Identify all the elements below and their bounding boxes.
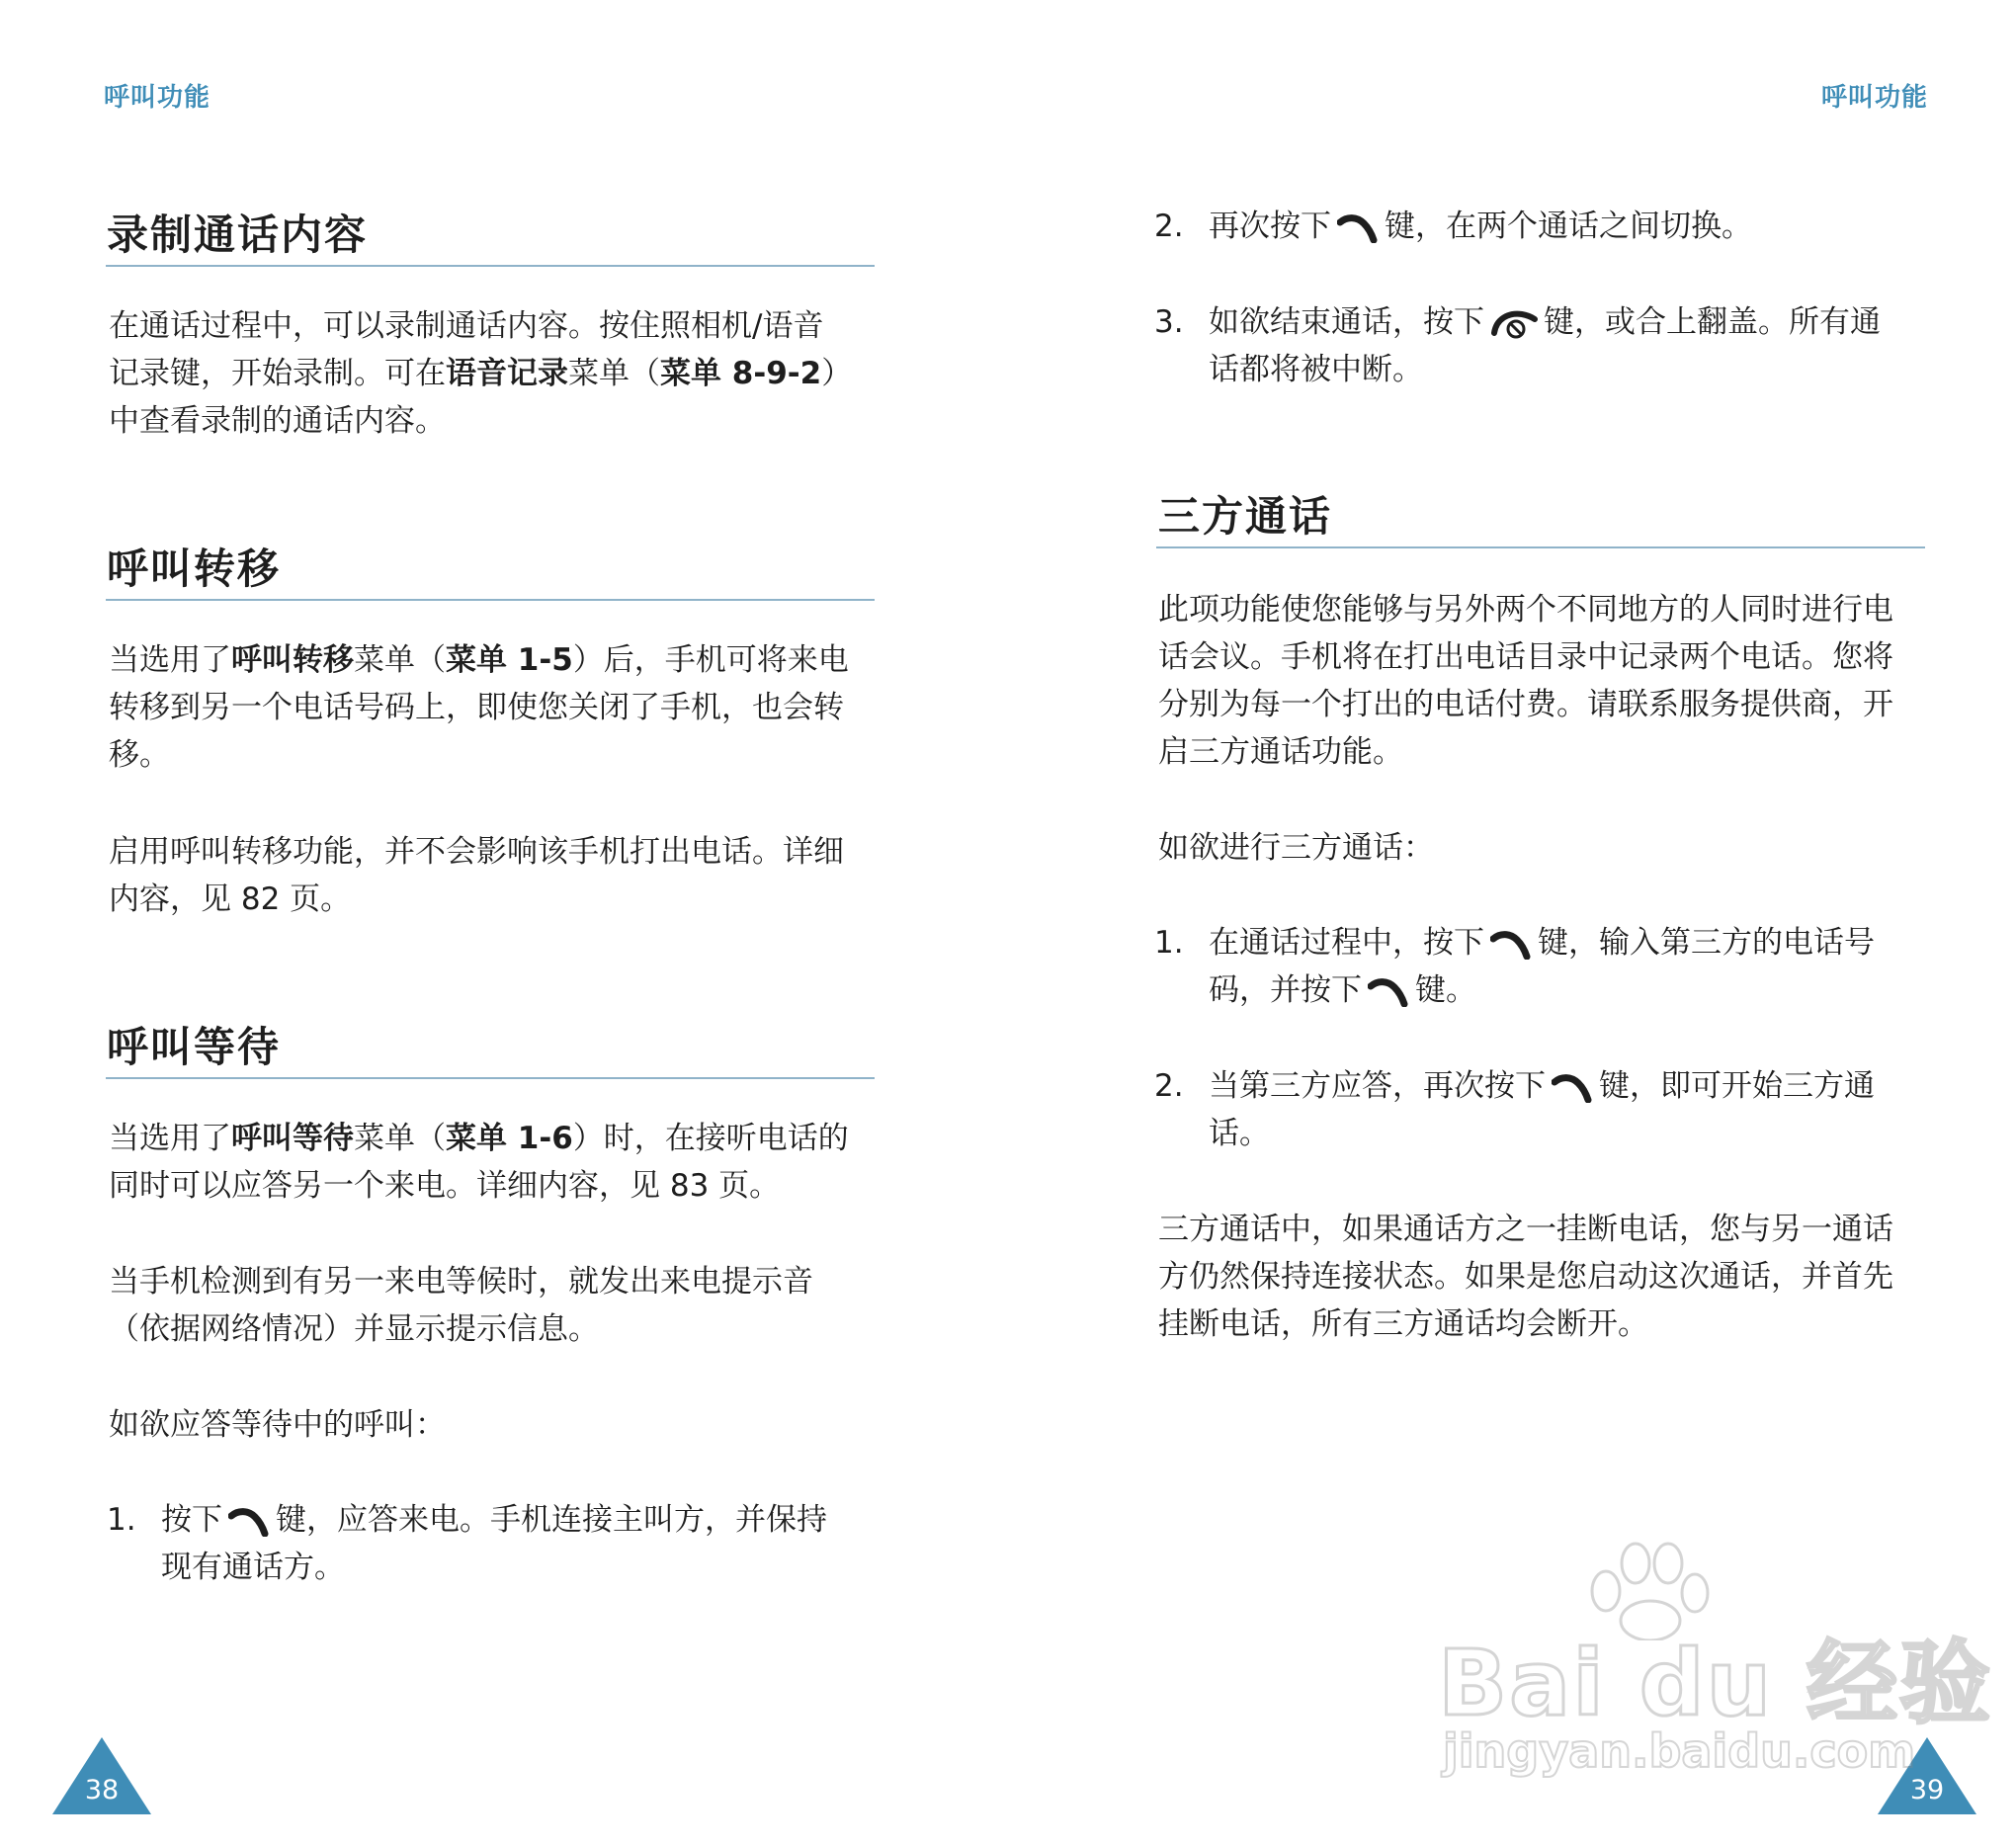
step-text-part: 键。 bbox=[1415, 972, 1476, 1008]
text-line: 挂断电话，所有三方通话均会断开。 bbox=[1158, 1306, 1648, 1342]
page-number-badge bbox=[52, 1737, 151, 1814]
phone-send-icon bbox=[1368, 977, 1409, 1007]
text-line: 三方通话中，如果通话方之一挂断电话，您与另一通话 bbox=[1158, 1212, 1893, 1247]
paragraph-call-waiting-intro: 如欲应答等待中的呼叫： bbox=[109, 1407, 446, 1443]
paragraph-three-way-1 bbox=[1158, 586, 1893, 776]
text-line: 分别为每一个打出的电话付费。请联系服务提供商，开 bbox=[1158, 687, 1893, 722]
step-text-part: 键，在两个通话之间切换。 bbox=[1385, 209, 1752, 244]
step-item bbox=[1154, 919, 1965, 1018]
phone-send-icon bbox=[1337, 213, 1379, 243]
section-rule bbox=[106, 599, 875, 601]
section-title-record: 录制通话内容 bbox=[107, 210, 369, 259]
section-rule bbox=[106, 1077, 875, 1079]
step-text-part: 键，或合上翻盖。所有通 bbox=[1544, 304, 1881, 340]
text-line: （依据网络情况）并显示提示信息。 bbox=[109, 1311, 599, 1347]
text-line: 方仍然保持连接状态。如果是您启动这次通话，并首先 bbox=[1158, 1259, 1893, 1295]
text-line: 同时可以应答另一个来电。详细内容，见 83 页。 bbox=[109, 1168, 781, 1204]
phone-end-icon bbox=[1490, 307, 1538, 341]
watermark-url: jingyan.baidu.com bbox=[1443, 1724, 1916, 1778]
text-line: 在通话过程中，可以录制通话内容。按住照相机/语音 bbox=[109, 308, 824, 344]
step-text bbox=[1209, 919, 1875, 1014]
paragraph-call-waiting-1 bbox=[109, 1115, 849, 1210]
step-number: 3. bbox=[1154, 304, 1184, 340]
text-line: 话会议。手机将在打出电话目录中记录两个电话。您将 bbox=[1158, 639, 1893, 675]
paragraph-call-forward-1 bbox=[109, 636, 849, 779]
step-text-part: 话。 bbox=[1209, 1116, 1270, 1151]
step-text-part: 当第三方应答，再次按下 bbox=[1209, 1068, 1546, 1104]
bold-term: 菜单 1-5 bbox=[446, 642, 573, 678]
step-number: 2. bbox=[1154, 1068, 1184, 1104]
step-text-part: 键，即可开始三方通 bbox=[1599, 1068, 1875, 1104]
section-rule bbox=[1156, 546, 1925, 548]
step-number: 1. bbox=[107, 1502, 136, 1538]
bold-term: 菜单 8-9-2 bbox=[660, 356, 822, 391]
phone-send-icon bbox=[228, 1507, 270, 1537]
text-line: 此项功能使您能够与另外两个不同地方的人同时进行电 bbox=[1158, 592, 1893, 628]
running-header: 呼叫功能 bbox=[1821, 83, 1929, 113]
bold-term: 呼叫等待 bbox=[231, 1121, 354, 1156]
step-text bbox=[161, 1496, 827, 1591]
step-item bbox=[107, 1496, 897, 1595]
step-item bbox=[1154, 298, 1965, 397]
step-text bbox=[1209, 298, 1881, 393]
paragraph-call-forward-2 bbox=[109, 828, 844, 923]
page-number: 38 bbox=[84, 1775, 120, 1805]
step-text bbox=[1209, 1062, 1875, 1157]
step-text-part: 如欲结束通话，按下 bbox=[1209, 304, 1484, 340]
phone-send-icon bbox=[1490, 930, 1532, 960]
text-line: 启三方通话功能。 bbox=[1158, 734, 1403, 770]
paragraph-three-way-intro: 如欲进行三方通话： bbox=[1158, 830, 1434, 866]
step-number: 1. bbox=[1154, 925, 1184, 961]
step-item bbox=[1154, 203, 1965, 252]
section-title-three-way: 三方通话 bbox=[1158, 492, 1333, 541]
step-text-part: 再次按下 bbox=[1209, 209, 1331, 244]
step-text-part: 话都将被中断。 bbox=[1209, 352, 1423, 387]
step-number: 2. bbox=[1154, 209, 1184, 244]
text-line: 中查看录制的通话内容。 bbox=[109, 403, 446, 439]
section-title-call-forward: 呼叫转移 bbox=[107, 545, 282, 593]
step-text-part: 键，应答来电。手机连接主叫方，并保持 bbox=[276, 1502, 827, 1538]
paragraph-call-waiting-2 bbox=[109, 1258, 813, 1353]
step-text-part: 现有通话方。 bbox=[161, 1550, 345, 1585]
paragraph-three-way-2 bbox=[1158, 1206, 1893, 1348]
section-rule bbox=[106, 265, 875, 267]
step-text-part: 码，并按下 bbox=[1209, 972, 1362, 1008]
step-text bbox=[1209, 203, 1752, 250]
text-line: 启用呼叫转移功能，并不会影响该手机打出电话。详细 bbox=[109, 834, 844, 870]
phone-send-icon bbox=[1552, 1073, 1593, 1103]
bold-term: 呼叫转移 bbox=[231, 642, 354, 678]
text-line: 移。 bbox=[109, 737, 170, 773]
bold-term: 语音记录 bbox=[446, 356, 568, 391]
step-text-part: 按下 bbox=[161, 1502, 222, 1538]
watermark-brand: Bai du 经验 bbox=[1438, 1631, 1993, 1736]
text-line: 当选用了呼叫转移菜单（菜单 1-5）后，手机可将来电 bbox=[109, 642, 849, 678]
step-item bbox=[1154, 1062, 1965, 1161]
page-number: 39 bbox=[1909, 1775, 1945, 1805]
paragraph-record bbox=[109, 302, 852, 445]
text-line: 转移到另一个电话号码上，即使您关闭了手机，也会转 bbox=[109, 690, 844, 725]
baidu-jingyan-watermark bbox=[1438, 1542, 1993, 1779]
text-line: 记录键，开始录制。可在语音记录菜单（菜单 8-9-2） bbox=[109, 356, 853, 391]
step-text-part: 在通话过程中，按下 bbox=[1209, 925, 1484, 961]
running-header: 呼叫功能 bbox=[104, 83, 211, 113]
text-line: 当选用了呼叫等待菜单（菜单 1-6）时，在接听电话的 bbox=[109, 1121, 849, 1156]
step-text-part: 键，输入第三方的电话号 bbox=[1538, 925, 1875, 961]
bold-term: 菜单 1-6 bbox=[446, 1121, 573, 1156]
text-line: 内容，见 82 页。 bbox=[109, 881, 352, 917]
text-line: 当手机检测到有另一来电等候时，就发出来电提示音 bbox=[109, 1264, 813, 1300]
section-title-call-waiting: 呼叫等待 bbox=[107, 1023, 282, 1071]
